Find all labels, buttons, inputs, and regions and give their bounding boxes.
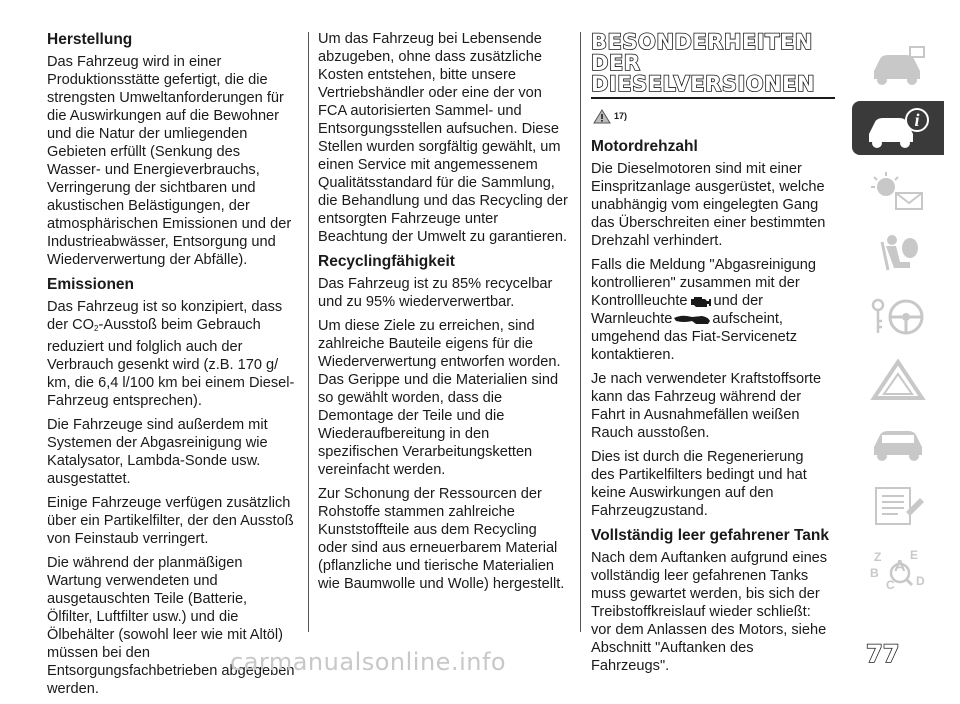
- meldung-text-c: aufscheint, umgehend das Fiat-Servicenetz kontaktieren.: [591, 311, 798, 363]
- para-herstellung: Das Fahrzeug wird in einer Produktionsstätte gefertigt, die die strengsten Umweltanforderungen für die Auswirkungen auf die Bewohner und die Natur der umliegenden Gebieten erfüllt (Senkung des Wasser- und Energieverbrauchs, Verringerung der sichtbaren und akustischen Belästigungen, der atmosphärischen Emissionen und der Industrieabwässer, Entsorgung und Wiederverwertung der Abfälle).: [47, 54, 292, 268]
- co2-subscript: 2: [94, 324, 99, 333]
- emissionen-text-a: Das Fahrzeug ist so konzipiert, dass der CO: [47, 299, 283, 333]
- heading-recycling: Recyclingfähigkeit: [318, 253, 455, 270]
- section-title-line3: DIESELVERSIONEN: [591, 72, 816, 96]
- warning-ref-number: 17): [614, 111, 628, 121]
- para-regenerierung: Dies ist durch die Regenerierung des Partikelfilters bedingt und hat keine Auswirkungen auf den Fahrzeugzustand.: [591, 449, 807, 519]
- para-emissionen: [47, 298, 295, 410]
- page-number: 77: [866, 640, 900, 668]
- specs-list-icon: [866, 484, 930, 528]
- car-info-icon: [863, 106, 933, 150]
- column-3: [591, 30, 831, 681]
- para-kraftstoff: Je nach verwendeter Kraftstoffsorte kann das Fahrzeug während der Fahrt in Ausnahmefällen weißen Rauch ausstoßen.: [591, 371, 822, 441]
- section-title-line1: BESONDERHEITEN: [591, 30, 813, 54]
- engine-check-icon: [688, 294, 714, 308]
- lights-mail-icon: [866, 169, 930, 213]
- heading-tank: Vollständig leer gefahrener Tank: [591, 527, 830, 544]
- key-steering-icon: [866, 295, 930, 339]
- chapter-sidebar: [852, 38, 944, 605]
- column-2: [318, 30, 568, 599]
- svg-text:E: E: [910, 548, 919, 562]
- title-underline: [591, 97, 835, 99]
- svg-text:Z: Z: [874, 550, 882, 564]
- meldung-text-b: und der Warnleuchte: [591, 293, 764, 327]
- para-meldung: [591, 256, 831, 364]
- heading-herstellung: Herstellung: [47, 31, 133, 48]
- svg-text:A: A: [894, 558, 906, 575]
- para-tank: Nach dem Auftanken aufgrund eines vollständig leer gefahrenen Tanks muss gewartet werden, bis sich der Treibstoffkreislauf wieder schließt: vor dem Anlassen des Motors, siehe Abschnitt "Auftanken des Fahrzeugs".: [591, 550, 828, 674]
- column-divider-2: [580, 32, 581, 632]
- heading-emissionen: Emissionen: [47, 276, 134, 293]
- section-title-line2: DER: [591, 51, 641, 75]
- para-ziele: Um diese Ziele zu erreichen, sind zahlreiche Bauteile eigens für die Wiederverwertung entworfen worden. Das Gerippe und die Materialien sind so gewählt worden, dass die Demontage der Teile und die Wiederaufbereitung in den spezifischen Verarbeitungsketten vereinfacht werden.: [318, 318, 561, 478]
- tab-specs[interactable]: [852, 479, 944, 533]
- section-title: [591, 32, 831, 95]
- watermark: carmanualsonline.info: [230, 648, 507, 676]
- tab-safety[interactable]: [852, 227, 944, 281]
- tab-index[interactable]: [852, 542, 944, 596]
- heading-motordrehzahl: Motordrehzahl: [591, 138, 698, 155]
- car-dashboard-icon: [866, 43, 930, 87]
- tab-maintenance[interactable]: [852, 416, 944, 470]
- column-divider-1: [308, 32, 309, 632]
- para-abgas: Die Fahrzeuge sind außerdem mit Systemen der Abgasreinigung wie Katalysator, Lambda-Sonde usw. ausgestattet.: [47, 417, 268, 487]
- para-lebensende: Um das Fahrzeug bei Lebensende abzugeben, ohne dass zusätzliche Kosten entstehen, bitte unsere Vertriebshändler oder eine der von FCA autorisierten Sammel- und Entsorgungsstellen aufsuchen. Diese Stellen wurden sorgfältig gewählt, um einen Service mit angemessenem Qualitätsstandard für die Sammlung, die Behandlung und das Recycling der entsorgten Fahrzeuge unter Beachtung der Umwelt zu garantieren.: [318, 31, 568, 245]
- svg-text:i: i: [914, 110, 920, 130]
- index-letters-icon: [866, 547, 930, 591]
- para-drehzahl: Die Dieselmotoren sind mit einer Einspritzanlage ausgerüstet, welche unabhängig vom eingelegten Gang das Überschreiten einer bestimmten Drehzahl verhindert.: [591, 161, 826, 249]
- seat-airbag-icon: [866, 232, 930, 276]
- svg-text:B: B: [870, 566, 879, 580]
- tab-driving[interactable]: [852, 290, 944, 344]
- warning-reference: [593, 107, 831, 125]
- tab-emergency[interactable]: [852, 353, 944, 407]
- car-service-icon: [866, 421, 930, 465]
- column-1: [47, 30, 295, 704]
- warning-triangle-icon: [593, 109, 611, 124]
- tab-dashboard[interactable]: [852, 38, 944, 92]
- tab-lights[interactable]: [852, 164, 944, 218]
- para-wartung: Die während der planmäßigen Wartung verwendeten und ausgetauschten Teile (Batterie, Ölfilter, Luftfilter usw.) und die Ölbehälter (sowohl leer wie mit Altöl) müssen bei den Entsorgungsfachbetrieben abgegeben werden.: [47, 555, 295, 697]
- para-partikel: Einige Fahrzeuge verfügen zusätzlich über ein Partikelfilter, der den Ausstoß von Feinstaub verringert.: [47, 495, 294, 547]
- meldung-text-a: Falls die Meldung "Abgasreinigung kontrollieren" zusammen mit der Kontrollleuchte: [591, 257, 817, 309]
- exhaust-warning-icon: [672, 312, 712, 326]
- para-schonung: Zur Schonung der Ressourcen der Rohstoffe stammen zahlreiche Kunststoffteile aus dem Recycling oder sind aus erneuerbarem Material (pflanzliche und tierische Materialien wie Baumwolle und Wolle) hergestellt.: [318, 486, 565, 592]
- para-recycling: Das Fahrzeug ist zu 85% recycelbar und zu 95% wiederverwertbar.: [318, 276, 553, 310]
- tab-info[interactable]: [852, 101, 944, 155]
- svg-text:D: D: [916, 574, 925, 588]
- svg-text:C: C: [886, 578, 895, 591]
- emissionen-text-b: -Ausstoß beim Gebrauch reduziert und folglich auch der Verbrauch gesenkt wird (z.B. 170 g/ km, die 6,4 l/100 km bei einem Diesel-Fahrzeug entsprechen).: [47, 317, 295, 409]
- warning-triangle-icon: [866, 358, 930, 402]
